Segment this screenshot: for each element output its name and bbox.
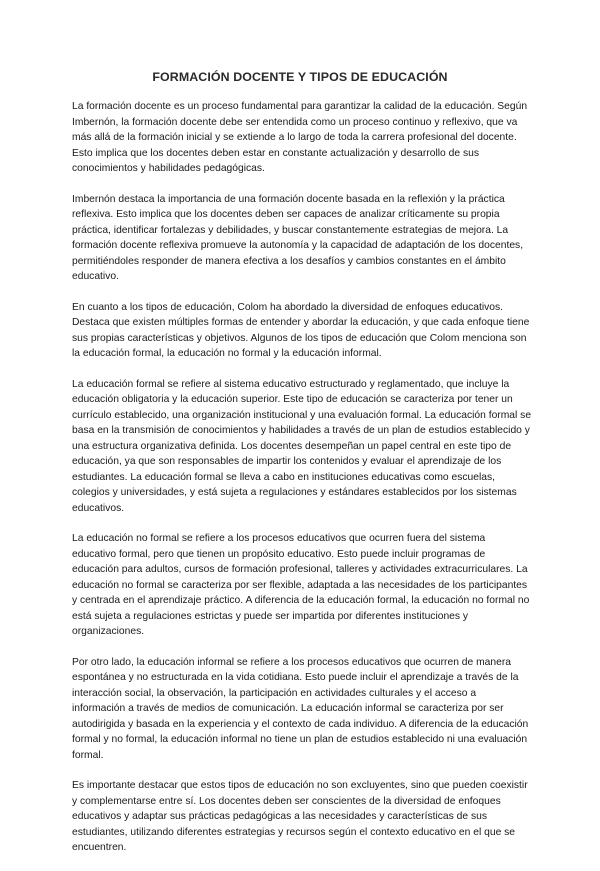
paragraph-conclusion: Es importante destacar que estos tipos de educación no son excluyentes, sino que pueden coexistir y complementarse entre sí. Los docentes deben ser conscientes de la diversidad de enfoques educativos y adaptar sus prácticas pedagógicas a las necesidades y características de sus estudiantes, utilizando diferentes estrategias y recursos según el contexto educativo en el que se encuentren. xyxy=(72,780,528,853)
paragraph-formacion-docente: La formación docente es un proceso fundamental para garantizar la calidad de la educación. Según Imbernón, la formación docente debe ser entendida como un proceso continuo y reflexivo, que va más allá de la formación inicial y se extiende a lo largo de toda la carrera profesional del docente. Esto implica que los docentes deben estar en constante actualización y desarrollo de sus conocimientos y habilidades pedagógicas. xyxy=(72,101,528,174)
paragraph-educacion-informal: Por otro lado, la educación informal se refiere a los procesos educativos que ocurren de manera espontánea y no estructurada en la vida cotidiana. Esto puede incluir el aprendizaje a través de la interacción social, la observación, la participación en actividades culturales y el acceso a información a través de medios de comunicación. La educación informal se caracteriza por ser autodirigida y basada en la experiencia y el contexto de cada individuo. A diferencia de la educación formal y no formal, la educación informal no tiene un plan de estudios establecido ni una evaluación formal. xyxy=(72,656,529,761)
document-body xyxy=(72,99,532,871)
paragraph-tipos-educacion: En cuanto a los tipos de educación, Colom ha abordado la diversidad de enfoques educativos. Destaca que existen múltiples formas de entender y abordar la educación, y que cada enfoque tiene sus propias características y objetivos. Algunos de los tipos de educación que Colom menciona son la educación formal, la educación no formal y la educación informal. xyxy=(72,301,530,359)
paragraph-practica-reflexiva: Imbernón destaca la importancia de una formación docente basada en la reflexión y la práctica reflexiva. Esto implica que los docentes deben ser capaces de analizar críticamente su propia práctica, identificar fortalezas y debilidades, y buscar constantemente estrategias de mejora. La formación docente reflexiva promueve la autonomía y la capacidad de adaptación de los docentes, permitiéndoles responder de manera efectiva a los desafíos y cambios constantes en el ámbito educativo. xyxy=(72,193,524,282)
document-title: FORMACIÓN DOCENTE Y TIPOS DE EDUCACIÓN xyxy=(152,70,448,84)
paragraph-educacion-no-formal: La educación no formal se refiere a los procesos educativos que ocurren fuera del sistema educativo formal, pero que tienen un propósito educativo. Esto puede incluir programas de educación para adultos, cursos de formación profesional, talleres y actividades extracurriculares. La educación no formal se caracteriza por ser flexible, adaptada a las necesidades de los participantes y centrada en el aprendizaje práctico. A diferencia de la educación formal, la educación no formal no está sujeta a regulaciones estrictas y puede ser impartida por diferentes instituciones y organizaciones. xyxy=(72,533,530,637)
paragraph-educacion-formal: La educación formal se refiere al sistema educativo estructurado y reglamentado, que incluye la educación obligatoria y la educación superior. Este tipo de educación se caracteriza por tener un currículo establecido, una organización institucional y una evaluación formal. La educación formal se basa en la transmisión de conocimientos y habilidades a través de un plan de estudios establecido y una estructura organizativa definida. Los docentes desempeñan un papel central en este tipo de educación, ya que son responsables de impartir los contenidos y evaluar el aprendizaje de los estudiantes. La educación formal se lleva a cabo en instituciones educativas como escuelas, colegios y universidades, y está sujeta a regulaciones y estándares establecidos por los sistemas educativos. xyxy=(72,378,532,514)
